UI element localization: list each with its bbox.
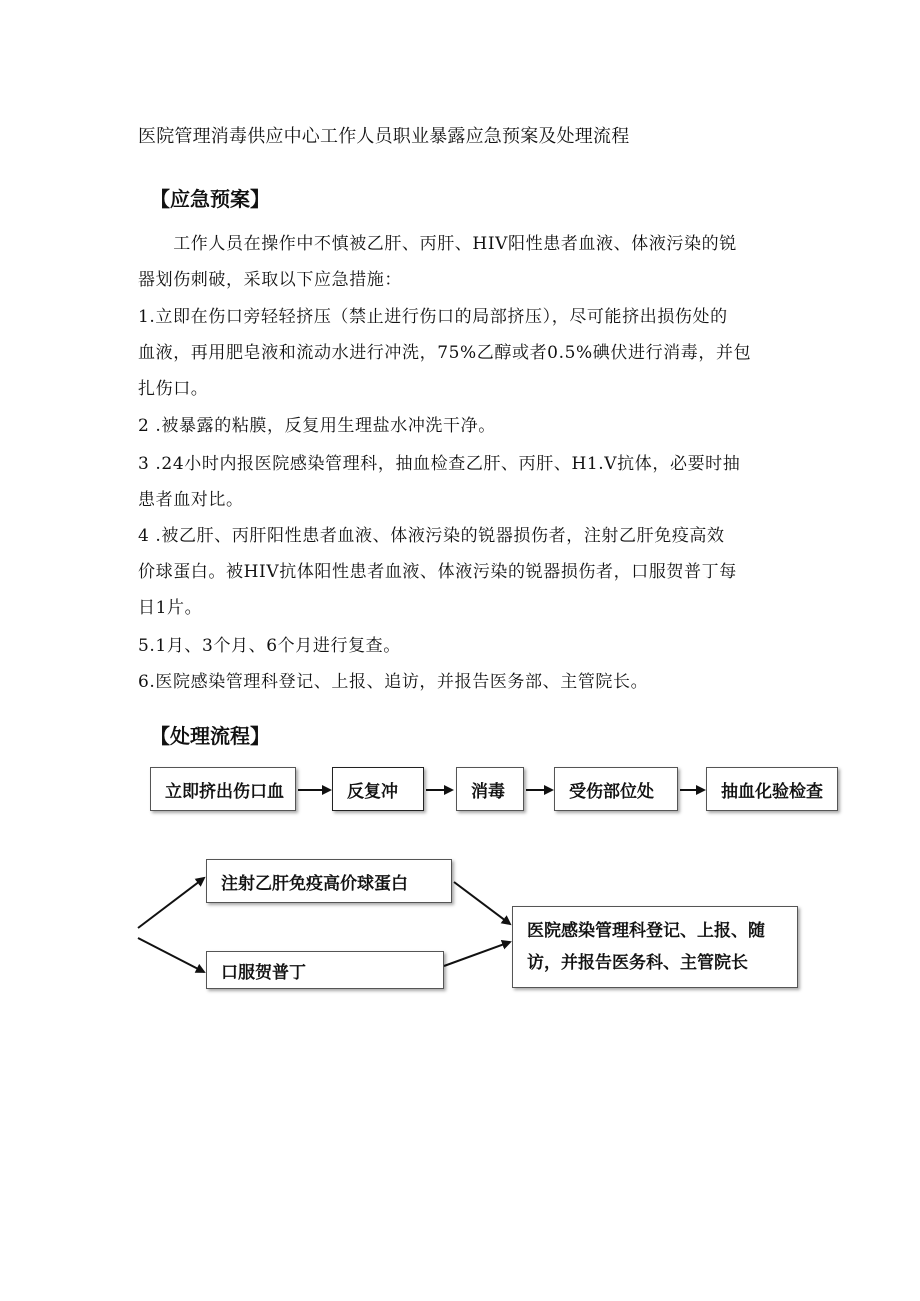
paragraph-line: 2 .被暴露的粘膜，反复用生理盐水冲洗干净。 (138, 416, 496, 436)
flow-step-blood-test: 抽血化验检查 (706, 767, 838, 811)
paragraph-line: 器划伤刺破，采取以下应急措施： (138, 270, 402, 290)
emergency-plan-heading: 【应急预案】 (150, 187, 270, 211)
flow-final-report-line2: 访，并报告医务科、主管院长 (527, 953, 748, 973)
paragraph-line: 价球蛋白。被HIV抗体阳性患者血液、体液污染的锐器损伤者，口服贺普丁每 (138, 562, 737, 582)
paragraph-line: 3 .24小时内报医院感染管理科，抽血检查乙肝、丙肝、H1.V抗体，必要时抽 (138, 454, 741, 474)
arrow-branch-top-to-final (454, 882, 510, 924)
paragraph-line: 患者血对比。 (138, 490, 244, 510)
flow-final-report-line1: 医院感染管理科登记、上报、随 (527, 921, 765, 941)
flow-step-squeeze-blood: 立即挤出伤口血 (150, 767, 296, 811)
paragraph-line: 4 .被乙肝、丙肝阳性患者血液、体液污染的锐器损伤者，注射乙肝免疫高效 (138, 526, 725, 546)
flow-step-wound-care: 受伤部位处 (554, 767, 678, 811)
paragraph-line: 1.立即在伤口旁轻轻挤压（禁止进行伤口的局部挤压），尽可能挤出损伤处的 (138, 307, 728, 327)
document-title: 医院管理消毒供应中心工作人员职业暴露应急预案及处理流程 (138, 126, 630, 147)
arrow-branch-bottom-to-final (444, 942, 510, 966)
flow-step-rinse: 反复冲 (332, 767, 424, 811)
process-flow-heading: 【处理流程】 (150, 724, 270, 748)
paragraph-line: 6.医院感染管理科登记、上报、追访，并报告医务部、主管院长。 (138, 672, 649, 692)
arrow-to-branch-top (138, 878, 204, 928)
flow-final-report (512, 906, 798, 988)
paragraph-line: 血液，再用肥皂液和流动水进行冲洗，75%乙醇或者0.5%碘伏进行消毒，并包 (138, 343, 752, 363)
paragraph-line: 日1片。 (138, 598, 203, 618)
arrow-to-branch-bottom (138, 938, 204, 972)
flow-step-disinfect: 消毒 (456, 767, 524, 811)
paragraph-line: 工作人员在操作中不慎被乙肝、丙肝、HIV阳性患者血液、体液污染的锐 (138, 234, 737, 254)
paragraph-line: 扎伤口。 (138, 379, 209, 399)
paragraph-line: 5.1月、3个月、6个月进行复查。 (138, 636, 401, 656)
flow-branch-globulin-injection: 注射乙肝免疫高价球蛋白 (206, 859, 452, 903)
flow-branch-oral-medication: 口服贺普丁 (206, 951, 444, 989)
